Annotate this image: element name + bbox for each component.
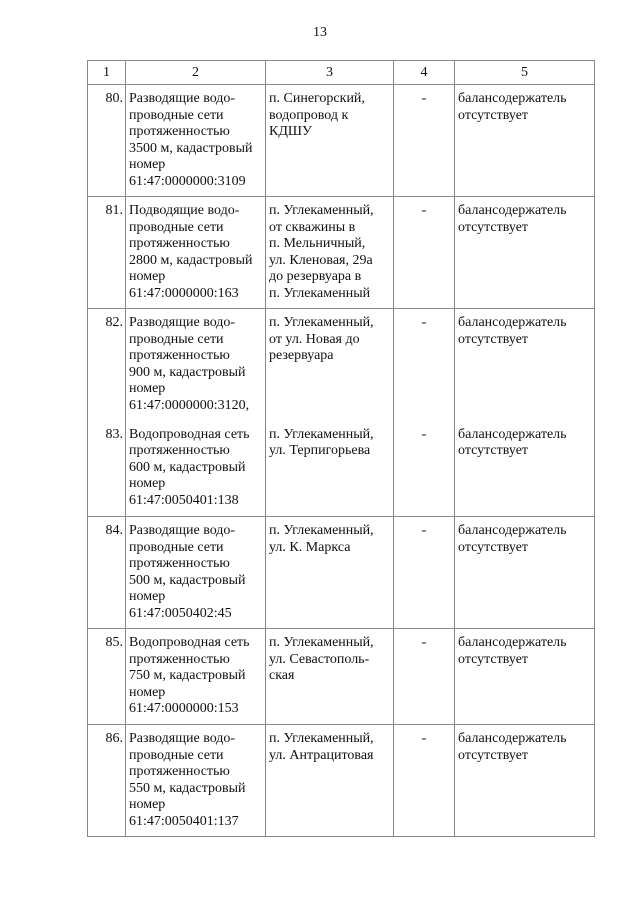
object-name: Подводящие водо- проводные сети протяженностью 2800 м, кадастровый номер 61:47:0000000:163: [129, 203, 253, 301]
column-header-2: 2: [126, 61, 266, 85]
object-location: п. Углекаменный, ул. Севастополь- ская: [269, 635, 374, 683]
object-location: п. Углекаменный, от скважины в п. Мельничный, ул. Кленовая, 29а до резервуара в п. Углекаменный: [269, 203, 374, 301]
row-number: 81.: [105, 203, 123, 218]
balance-holder: балансодержатель отсутствует: [458, 731, 567, 763]
table-row: [88, 309, 595, 421]
object-name: Водопроводная сеть протяженностью 750 м, кадастровый номер 61:47:0000000:153: [129, 635, 250, 716]
table-row: [88, 725, 595, 837]
column-4-value: -: [421, 635, 427, 650]
balance-holder: балансодержатель отсутствует: [458, 635, 567, 667]
column-4-value: -: [421, 315, 427, 330]
object-name: Разводящие водо- проводные сети протяженностью 3500 м, кадастровый номер 61:47:0000000:3109: [129, 91, 253, 189]
balance-holder: балансодержатель отсутствует: [458, 203, 567, 235]
column-4-value: -: [421, 731, 427, 746]
row-number: 83.: [105, 426, 123, 442]
object-name: Разводящие водо- проводные сети протяженностью 500 м, кадастровый номер 61:47:0050402:45: [129, 523, 246, 621]
table-header-row: [88, 61, 595, 85]
balance-holder: балансодержатель отсутствует: [458, 523, 567, 555]
column-4-value: -: [421, 426, 427, 442]
column-header-3: 3: [266, 61, 394, 85]
row-number: 86.: [105, 731, 123, 746]
column-header-5: 5: [455, 61, 595, 85]
page-number: 13: [313, 25, 327, 40]
object-name: Разводящие водо- проводные сети протяженностью 550 м, кадастровый номер 61:47:0050401:137: [129, 731, 246, 829]
object-location: п. Углекаменный, ул. Антрацитовая: [269, 731, 374, 763]
table-row: [88, 421, 595, 517]
row-number: 84.: [105, 523, 123, 538]
table-row: [88, 197, 595, 309]
object-table: [87, 60, 595, 837]
row-number: 85.: [105, 635, 123, 650]
object-location: п. Углекаменный, ул. Терпигорьева: [269, 426, 374, 458]
row-number: 80.: [105, 91, 123, 106]
column-4-value: -: [421, 523, 427, 538]
table-row: [88, 517, 595, 629]
table-row: [88, 629, 595, 725]
object-location: п. Углекаменный, от ул. Новая до резервуара: [269, 315, 374, 363]
column-4-value: -: [421, 203, 427, 218]
object-name: Разводящие водо- проводные сети протяженностью 900 м, кадастровый номер 61:47:0000000:3120,: [129, 315, 250, 413]
balance-holder: балансодержатель отсутствует: [458, 315, 567, 347]
table-row: [88, 85, 595, 197]
object-location: п. Углекаменный, ул. К. Маркса: [269, 523, 374, 555]
row-number: 82.: [105, 315, 123, 330]
column-header-4: 4: [394, 61, 455, 85]
column-header-1: 1: [88, 61, 126, 85]
column-4-value: -: [421, 91, 427, 106]
balance-holder: балансодержатель отсутствует: [458, 91, 567, 123]
object-location: п. Синегорский, водопровод к КДШУ: [269, 91, 365, 139]
object-name: Водопроводная сеть протяженностью 600 м, кадастровый номер 61:47:0050401:138: [129, 426, 250, 508]
balance-holder: балансодержатель отсутствует: [458, 426, 567, 458]
